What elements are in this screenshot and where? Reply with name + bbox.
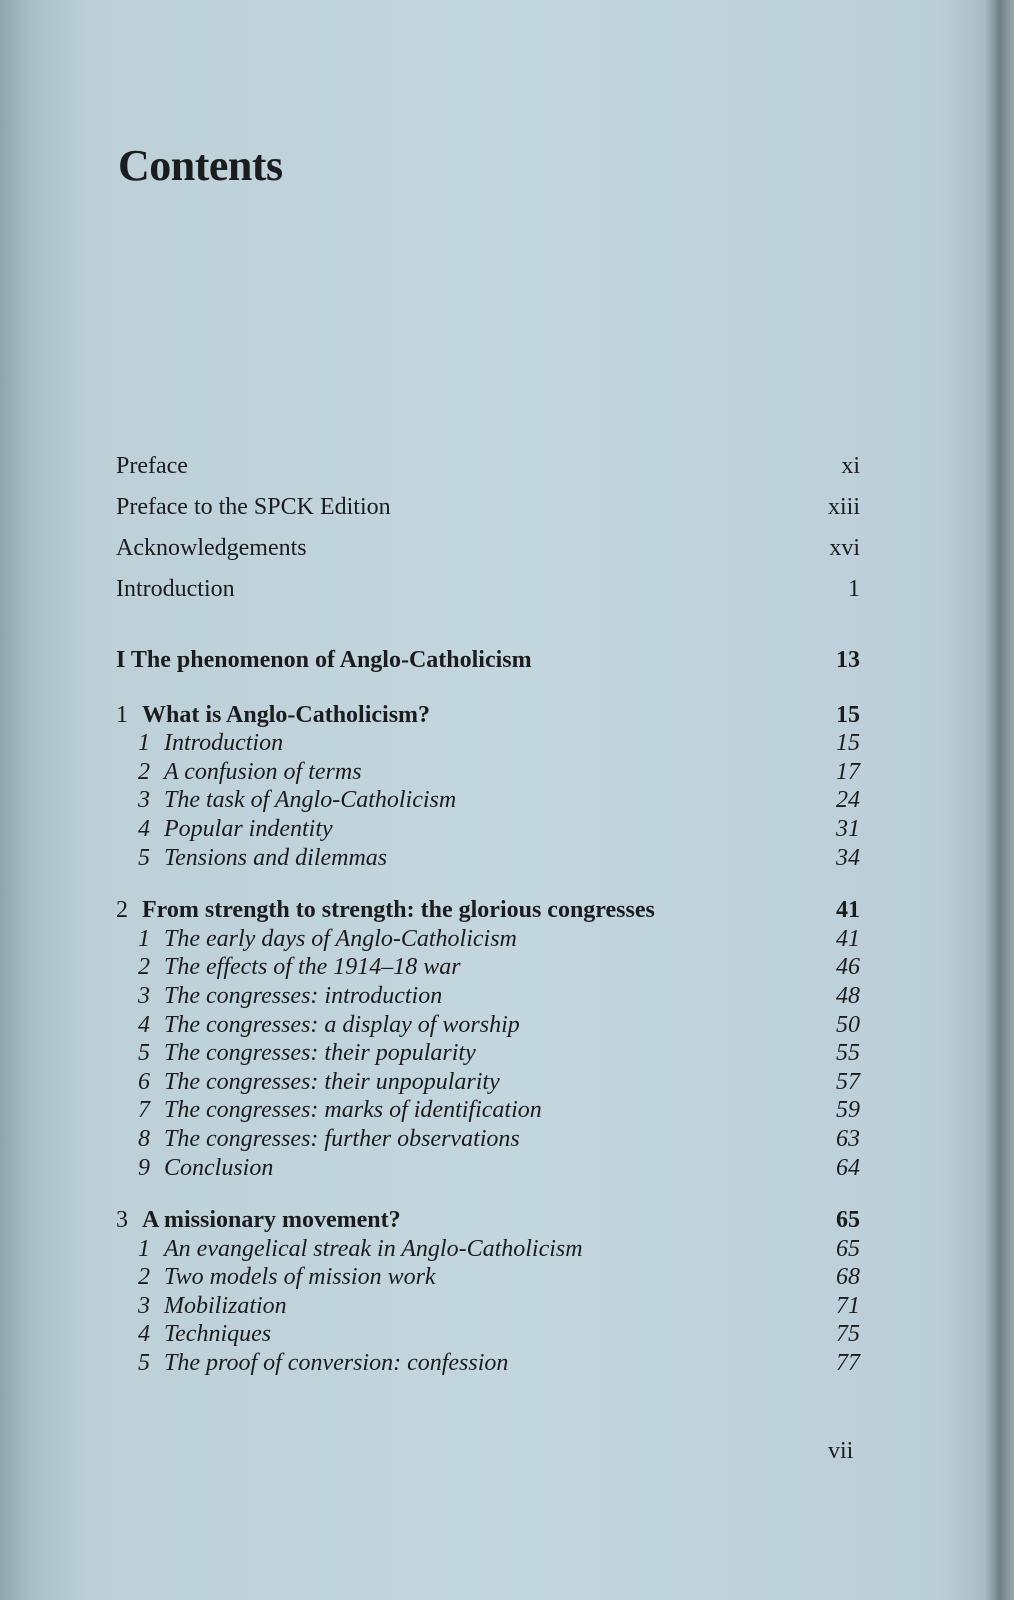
- entry-number: 3: [116, 1207, 128, 1234]
- toc-entry-part: [116, 646, 860, 675]
- entry-page: 34: [836, 844, 860, 871]
- page-title: Contents: [118, 141, 283, 190]
- toc-entry-section: [116, 1263, 860, 1292]
- entry-title: Acknowledgements: [116, 535, 307, 561]
- entry-page: 75: [836, 1321, 860, 1348]
- toc-entry-chapter: [116, 896, 860, 925]
- toc-entry-section: [116, 1320, 860, 1349]
- entry-title: Introduction: [164, 730, 284, 757]
- entry-page: xi: [841, 453, 860, 479]
- entry-number: 4: [138, 1321, 150, 1348]
- entry-number: 3: [138, 982, 150, 1009]
- entry-title: The congresses: introduction: [164, 982, 443, 1009]
- entry-page: 71: [836, 1292, 860, 1319]
- entry-number: 7: [138, 1097, 150, 1124]
- entry-page: 55: [836, 1040, 860, 1067]
- entry-title: The congresses: marks of identification: [164, 1097, 542, 1124]
- toc-entry-front-matter: [116, 491, 860, 532]
- entry-title: The congresses: their popularity: [164, 1040, 476, 1067]
- entry-page: 24: [836, 787, 860, 814]
- toc-entry-section: [116, 1349, 860, 1378]
- entry-title: A confusion of terms: [164, 758, 362, 785]
- entry-title: An evangelical streak in Anglo-Catholicism: [164, 1235, 583, 1262]
- entry-number: 2: [138, 758, 150, 785]
- entry-number: 2: [116, 897, 128, 924]
- toc-entry-section: [116, 1011, 860, 1040]
- entry-page: 41: [836, 925, 860, 952]
- entry-number: 6: [138, 1068, 150, 1095]
- entry-page: 59: [836, 1097, 860, 1124]
- entry-title: Preface to the SPCK Edition: [116, 494, 391, 520]
- entry-title: A missionary movement?: [142, 1207, 401, 1234]
- entry-title: The effects of the 1914–18 war: [164, 954, 461, 981]
- toc-entry-section: [116, 1235, 860, 1264]
- entry-page: 17: [836, 758, 860, 785]
- entry-page: 15: [836, 730, 860, 757]
- entry-title: I The phenomenon of Anglo-Catholicism: [116, 647, 532, 673]
- entry-title: The congresses: a display of worship: [164, 1011, 520, 1038]
- entry-number: 4: [138, 1011, 150, 1038]
- entry-title: Tensions and dilemmas: [164, 844, 388, 871]
- entry-page: 63: [836, 1125, 860, 1152]
- page-number: vii: [828, 1438, 854, 1464]
- toc-entry-section: [116, 982, 860, 1011]
- toc-entry-section: [116, 844, 860, 873]
- entry-title: The congresses: their unpopularity: [164, 1068, 500, 1095]
- entry-number: 5: [138, 844, 150, 871]
- entry-number: 2: [138, 1264, 150, 1291]
- entry-number: 1: [116, 701, 128, 728]
- entry-page: 48: [836, 982, 860, 1009]
- entry-page: 1: [848, 576, 860, 602]
- entry-number: 1: [138, 730, 150, 757]
- entry-page: 15: [836, 701, 860, 728]
- entry-number: 1: [138, 925, 150, 952]
- entry-title: Mobilization: [164, 1292, 287, 1319]
- entry-page: 68: [836, 1264, 860, 1291]
- toc-entry-front-matter: [116, 450, 860, 491]
- entry-title: From strength to strength: the glorious congresses: [142, 897, 655, 924]
- entry-page: 57: [836, 1068, 860, 1095]
- entry-title: The proof of conversion: confession: [164, 1350, 509, 1377]
- entry-title: The task of Anglo-Catholicism: [164, 787, 457, 814]
- table-of-contents: [116, 450, 860, 1378]
- entry-title: What is Anglo-Catholicism?: [142, 701, 431, 728]
- entry-number: 2: [138, 954, 150, 981]
- entry-page: 77: [836, 1350, 860, 1377]
- entry-page: 46: [836, 954, 860, 981]
- entry-title: Preface: [116, 453, 188, 479]
- entry-title: Popular indentity: [164, 815, 333, 842]
- entry-number: 5: [138, 1350, 150, 1377]
- toc-entry-section: [116, 815, 860, 844]
- entry-number: 3: [138, 1292, 150, 1319]
- entry-number: 9: [138, 1154, 150, 1181]
- entry-number: 5: [138, 1040, 150, 1067]
- entry-page: 65: [836, 1207, 860, 1234]
- toc-entry-section: [116, 1154, 860, 1183]
- entry-title: Conclusion: [164, 1154, 274, 1181]
- entry-number: 1: [138, 1235, 150, 1262]
- entry-page: 13: [836, 647, 860, 673]
- entry-number: 8: [138, 1125, 150, 1152]
- entry-title: Introduction: [116, 576, 235, 602]
- toc-entry-section: [116, 1125, 860, 1154]
- entry-page: xiii: [827, 494, 860, 520]
- toc-entry-front-matter: [116, 532, 860, 573]
- entry-page: 41: [836, 897, 860, 924]
- entry-title: The early days of Anglo-Catholicism: [164, 925, 517, 952]
- entry-page: 50: [836, 1011, 860, 1038]
- toc-entry-section: [116, 786, 860, 815]
- toc-entry-front-matter: [116, 573, 860, 614]
- toc-entry-section: [116, 729, 860, 758]
- entry-number: 3: [138, 787, 150, 814]
- toc-entry-section: [116, 1039, 860, 1068]
- entry-page: 31: [836, 815, 860, 842]
- entry-page: xvi: [829, 535, 860, 561]
- entry-page: 64: [836, 1154, 860, 1181]
- toc-entry-section: [116, 1096, 860, 1125]
- toc-entry-section: [116, 953, 860, 982]
- entry-number: 4: [138, 815, 150, 842]
- toc-entry-section: [116, 1068, 860, 1097]
- entry-page: 65: [836, 1235, 860, 1262]
- toc-entry-chapter: [116, 701, 860, 730]
- toc-entry-chapter: [116, 1206, 860, 1235]
- toc-entry-section: [116, 1292, 860, 1321]
- entry-title: Two models of mission work: [164, 1264, 436, 1291]
- toc-entry-section: [116, 925, 860, 954]
- entry-title: Techniques: [164, 1321, 272, 1348]
- entry-title: The congresses: further observations: [164, 1125, 520, 1152]
- toc-entry-section: [116, 758, 860, 787]
